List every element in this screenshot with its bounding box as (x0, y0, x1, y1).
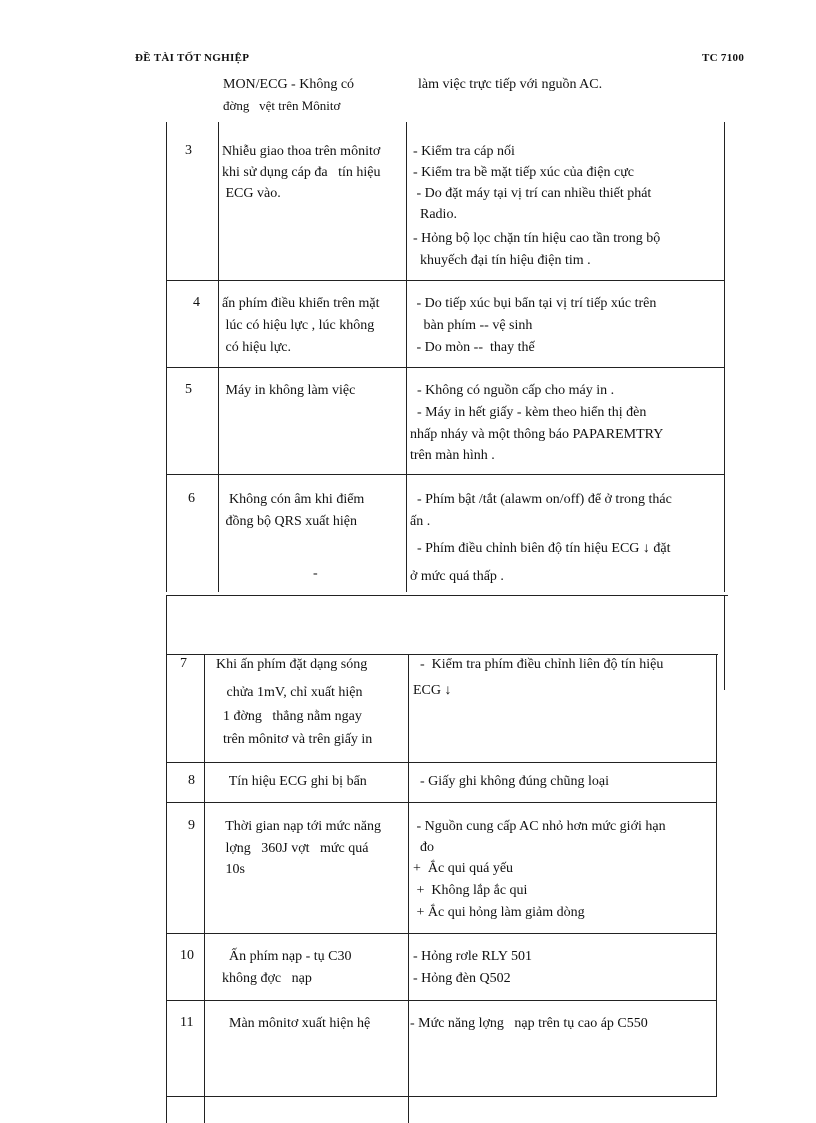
cause-text: - Hỏng bộ lọc chặn tín hiệu cao tần trong bộ (413, 231, 661, 246)
cause-text: + Ắc qui hỏng làm giảm dòng (413, 905, 585, 920)
problem-text: ECG vào. (222, 186, 281, 201)
row-number: 8 (188, 773, 195, 788)
problem-text: khi sử dụng cáp đa tín hiệu (222, 165, 381, 180)
problem-text: Nhiễu giao thoa trên mônitơ (222, 144, 381, 159)
row-number: 4 (193, 295, 200, 310)
row-number: 7 (180, 656, 187, 671)
cause-text: Radio. (413, 207, 457, 222)
cause-text: trên màn hình . (410, 448, 495, 463)
row-number: 5 (185, 382, 192, 397)
row-divider (166, 933, 716, 934)
cause-text: - Phím điều chỉnh biên độ tín hiệu ECG ↓ đặt (410, 541, 671, 556)
table-border-right (724, 122, 725, 592)
table-border-right (716, 654, 717, 1097)
row-divider (166, 1000, 716, 1001)
header-left: ĐỀ TÀI TỐT NGHIỆP (135, 52, 250, 64)
problem-text: lúc có hiệu lực , lúc không (222, 318, 375, 333)
problem-text: Màn mônitơ xuất hiện hệ (222, 1016, 371, 1031)
table-col-divider (406, 122, 407, 592)
row-divider (166, 280, 724, 281)
cause-text: + Không lắp ắc qui (413, 883, 528, 898)
cause-text: - Kiểm tra bề mặt tiếp xúc của điện cực (413, 165, 634, 180)
problem-text: không đợc nạp (222, 971, 312, 986)
cause-text: - Mức năng lợng nạp trên tụ cao áp C550 (410, 1016, 648, 1031)
problem-text: Thời gian nạp tới mức năng (222, 819, 381, 834)
problem-text: Khi ấn phím đặt dạng sóng (216, 657, 368, 672)
row-divider (166, 762, 716, 763)
problem-text: có hiệu lực. (222, 340, 292, 355)
cause-text: - Kiểm tra cáp nối (413, 144, 515, 159)
cause-text: - Nguồn cung cấp AC nhỏ hơn mức giới hạn (413, 819, 666, 834)
top-problem-line: đờng vệt trên Mônitơ (223, 98, 341, 113)
row-divider (166, 1096, 716, 1097)
problem-text: lợng 360J vợt mức quá (222, 841, 369, 856)
row-divider (166, 367, 724, 368)
row-number: 6 (188, 491, 195, 506)
top-cause-line: làm việc trực tiếp với nguồn AC. (418, 77, 603, 92)
row-number: 10 (180, 948, 194, 963)
cause-text: + Ắc qui quá yếu (413, 861, 514, 876)
cause-text: - Do tiếp xúc bụi bẩn tại vị trí tiếp xúc trên (413, 296, 657, 311)
problem-text: Tín hiệu ECG ghi bị bẩn (222, 774, 367, 789)
problem-text: ấn phím điều khiển trên mặt (222, 296, 380, 311)
problem-text: Không cón âm khi điểm (222, 492, 365, 507)
problem-text: - (222, 566, 318, 581)
table-border-left (166, 122, 167, 592)
table-border-right (724, 595, 725, 690)
cause-text: nhấp nháy và một thông báo PAPAREMTRY (410, 427, 664, 442)
table-col-divider (204, 654, 205, 1123)
cause-text: - Do mòn -- thay thế (413, 340, 535, 355)
table-border-left (166, 654, 167, 1123)
cause-text: - Giấy ghi không đúng chũng loại (413, 774, 609, 789)
table-border-left (166, 595, 167, 655)
row-divider (166, 802, 716, 803)
cause-text: - Hỏng rơle RLY 501 (413, 949, 533, 964)
problem-text: 1 đờng thẳng nằm ngay (216, 709, 362, 724)
cause-text: khuyếch đại tín hiệu điện tim . (413, 253, 591, 268)
cause-text: bàn phím -- vệ sinh (413, 318, 533, 333)
cause-text: đo (413, 840, 434, 855)
problem-text: trên mônitơ và trên giấy in (216, 732, 373, 747)
cause-text: - Do đặt máy tại vị trí can nhiều thiết phát (413, 186, 652, 201)
cause-text: - Máy in hết giấy - kèm theo hiển thị đèn (410, 405, 647, 420)
problem-text: 10s (222, 862, 245, 877)
cause-text: ấn . (410, 514, 431, 529)
cause-text: - Kiểm tra phím điều chỉnh liên độ tín hiệu (413, 657, 664, 672)
table-col-divider (408, 654, 409, 1123)
problem-text: Máy in không làm việc (222, 383, 356, 398)
row-number: 11 (180, 1015, 194, 1030)
cause-text: - Phím bật /tắt (alawm on/off) để ở trong thác (410, 492, 672, 507)
cause-text: - Không có nguồn cấp cho máy in . (410, 383, 615, 398)
row-divider (166, 474, 724, 475)
cause-text: - Hỏng đèn Q502 (413, 971, 511, 986)
cause-text: ở mức quá thấp . (410, 569, 504, 584)
row-divider (166, 595, 728, 596)
header-right: TC 7100 (702, 52, 745, 64)
problem-text: chửa 1mV, chỉ xuất hiện (216, 685, 363, 700)
problem-text: đồng bộ QRS xuất hiện (222, 514, 357, 529)
top-problem-line: MON/ECG - Không có (223, 77, 355, 92)
table-col-divider (218, 122, 219, 592)
row-number: 9 (188, 818, 195, 833)
row-number: 3 (185, 143, 192, 158)
cause-text: ECG ↓ (413, 683, 452, 698)
problem-text: Ấn phím nạp - tụ C30 (222, 949, 352, 964)
